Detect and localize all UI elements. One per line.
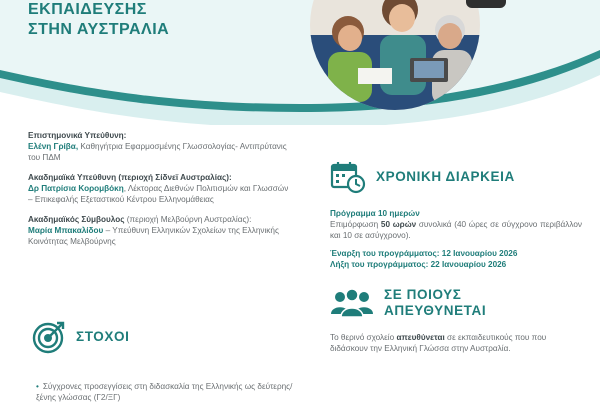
academic-advisor-name: Μαρία Μπακαλίδου xyxy=(28,226,104,235)
start-label: Έναρξη του προγράμματος: xyxy=(330,249,440,258)
audience-title-line-2: ΑΠΕΥΘΥΝΕΤΑΙ xyxy=(384,303,487,318)
audience-text-suffix: σε εκπαιδευτικούς που που διδάσκουν την Ελληνική Γλώσσα στην Αυστραλία. xyxy=(330,333,547,353)
audience-text-bold: απευθύνεται xyxy=(396,333,445,342)
audience-title xyxy=(384,287,486,319)
classroom-photo xyxy=(310,0,480,110)
academic-lead-role: , Λέκτορας Διεθνών Πολιτισμών και Γλωσσών – Επικεφαλής Εξεταστικού Κέντρου Ελληνομάθειας xyxy=(28,184,289,204)
header-title xyxy=(28,0,169,40)
duration-section xyxy=(330,160,582,354)
academic-lead-label: Ακαδημαϊκά Υπεύθυνη (περιοχή Σίδνεϊ Αυστραλίας): xyxy=(28,173,232,182)
end-date: 22 Ιανουαρίου 2026 xyxy=(428,260,507,269)
academic-advisor-region: (περιοχή Μελβούρνη Αυστραλίας): xyxy=(124,215,252,224)
scientific-lead-role: Καθηγήτρια Εφαρμοσμένης Γλωσσολογίας- Αντιπρύτανις του ΠΔΜ xyxy=(28,142,287,162)
goals-title: ΣΤΟΧΟΙ xyxy=(76,329,130,344)
people-group-icon xyxy=(330,286,374,320)
academic-lead-name: Δρ Πατρίσια Κορομβόκη xyxy=(28,184,124,193)
end-label: Λήξη του προγράμματος: xyxy=(330,260,429,269)
start-date: 12 Ιανουαρίου 2026 xyxy=(439,249,518,258)
audience-text-prefix: Το θερινό σχολείο xyxy=(330,333,397,342)
goals-heading xyxy=(32,320,129,354)
scientific-lead xyxy=(28,130,290,163)
list-item: • Σύγχρονες προσεγγίσεις στη διδασκαλία της Ελληνικής ως δεύτερης/ξένης γλώσσας (Γ2/ΞΓ) xyxy=(36,382,293,402)
hours-total: 50 ωρών xyxy=(380,220,417,229)
academic-lead xyxy=(28,172,290,205)
audience-text xyxy=(330,332,582,354)
hours-suffix: συνολικά (40 ώρες σε σύγχρονο περιβάλλον και 10 σε ασύγχρονο). xyxy=(330,220,582,240)
duration-details xyxy=(330,208,582,270)
start-date-line xyxy=(330,248,582,259)
scientific-lead-label: Επιστημονικά Υπεύθυνη: xyxy=(28,131,127,140)
duration-heading xyxy=(330,160,582,194)
audience-title-line-1: ΣΕ ΠΟΙΟΥΣ xyxy=(384,287,462,302)
end-date-line xyxy=(330,259,582,270)
hours-prefix: Επιμόρφωση xyxy=(330,220,381,229)
duration-title: ΧΡΟΝΙΚΗ ΔΙΑΡΚΕΙΑ xyxy=(376,169,515,184)
staff-section xyxy=(28,130,290,256)
target-icon xyxy=(32,320,66,354)
header-title-line-1: ΕΚΠΑΙΔΕΥΣΗΣ xyxy=(28,1,147,18)
program-length: Πρόγραμμα 10 ημερών xyxy=(330,209,420,218)
secondary-photo-edge xyxy=(466,0,506,8)
calendar-clock-icon xyxy=(330,160,366,194)
header-title-line-2: ΣΤΗΝ ΑΥΣΤΡΑΛΙΑ xyxy=(28,21,170,38)
academic-advisor-role: – Υπεύθυνη Ελληνικών Σχολείων της Ελληνικής Κοινότητας Μελβούρνης xyxy=(28,226,279,246)
academic-advisor-label: Ακαδημαϊκός Σύμβουλος xyxy=(28,215,125,224)
scientific-lead-name: Ελένη Γρίβα, xyxy=(28,142,79,151)
audience-heading xyxy=(330,286,582,320)
goal-item-1: Σύγχρονες προσεγγίσεις στη διδασκαλία της Ελληνικής ως δεύτερης/ξένης γλώσσας (Γ2/ΞΓ) xyxy=(36,382,293,402)
academic-advisor xyxy=(28,214,290,247)
